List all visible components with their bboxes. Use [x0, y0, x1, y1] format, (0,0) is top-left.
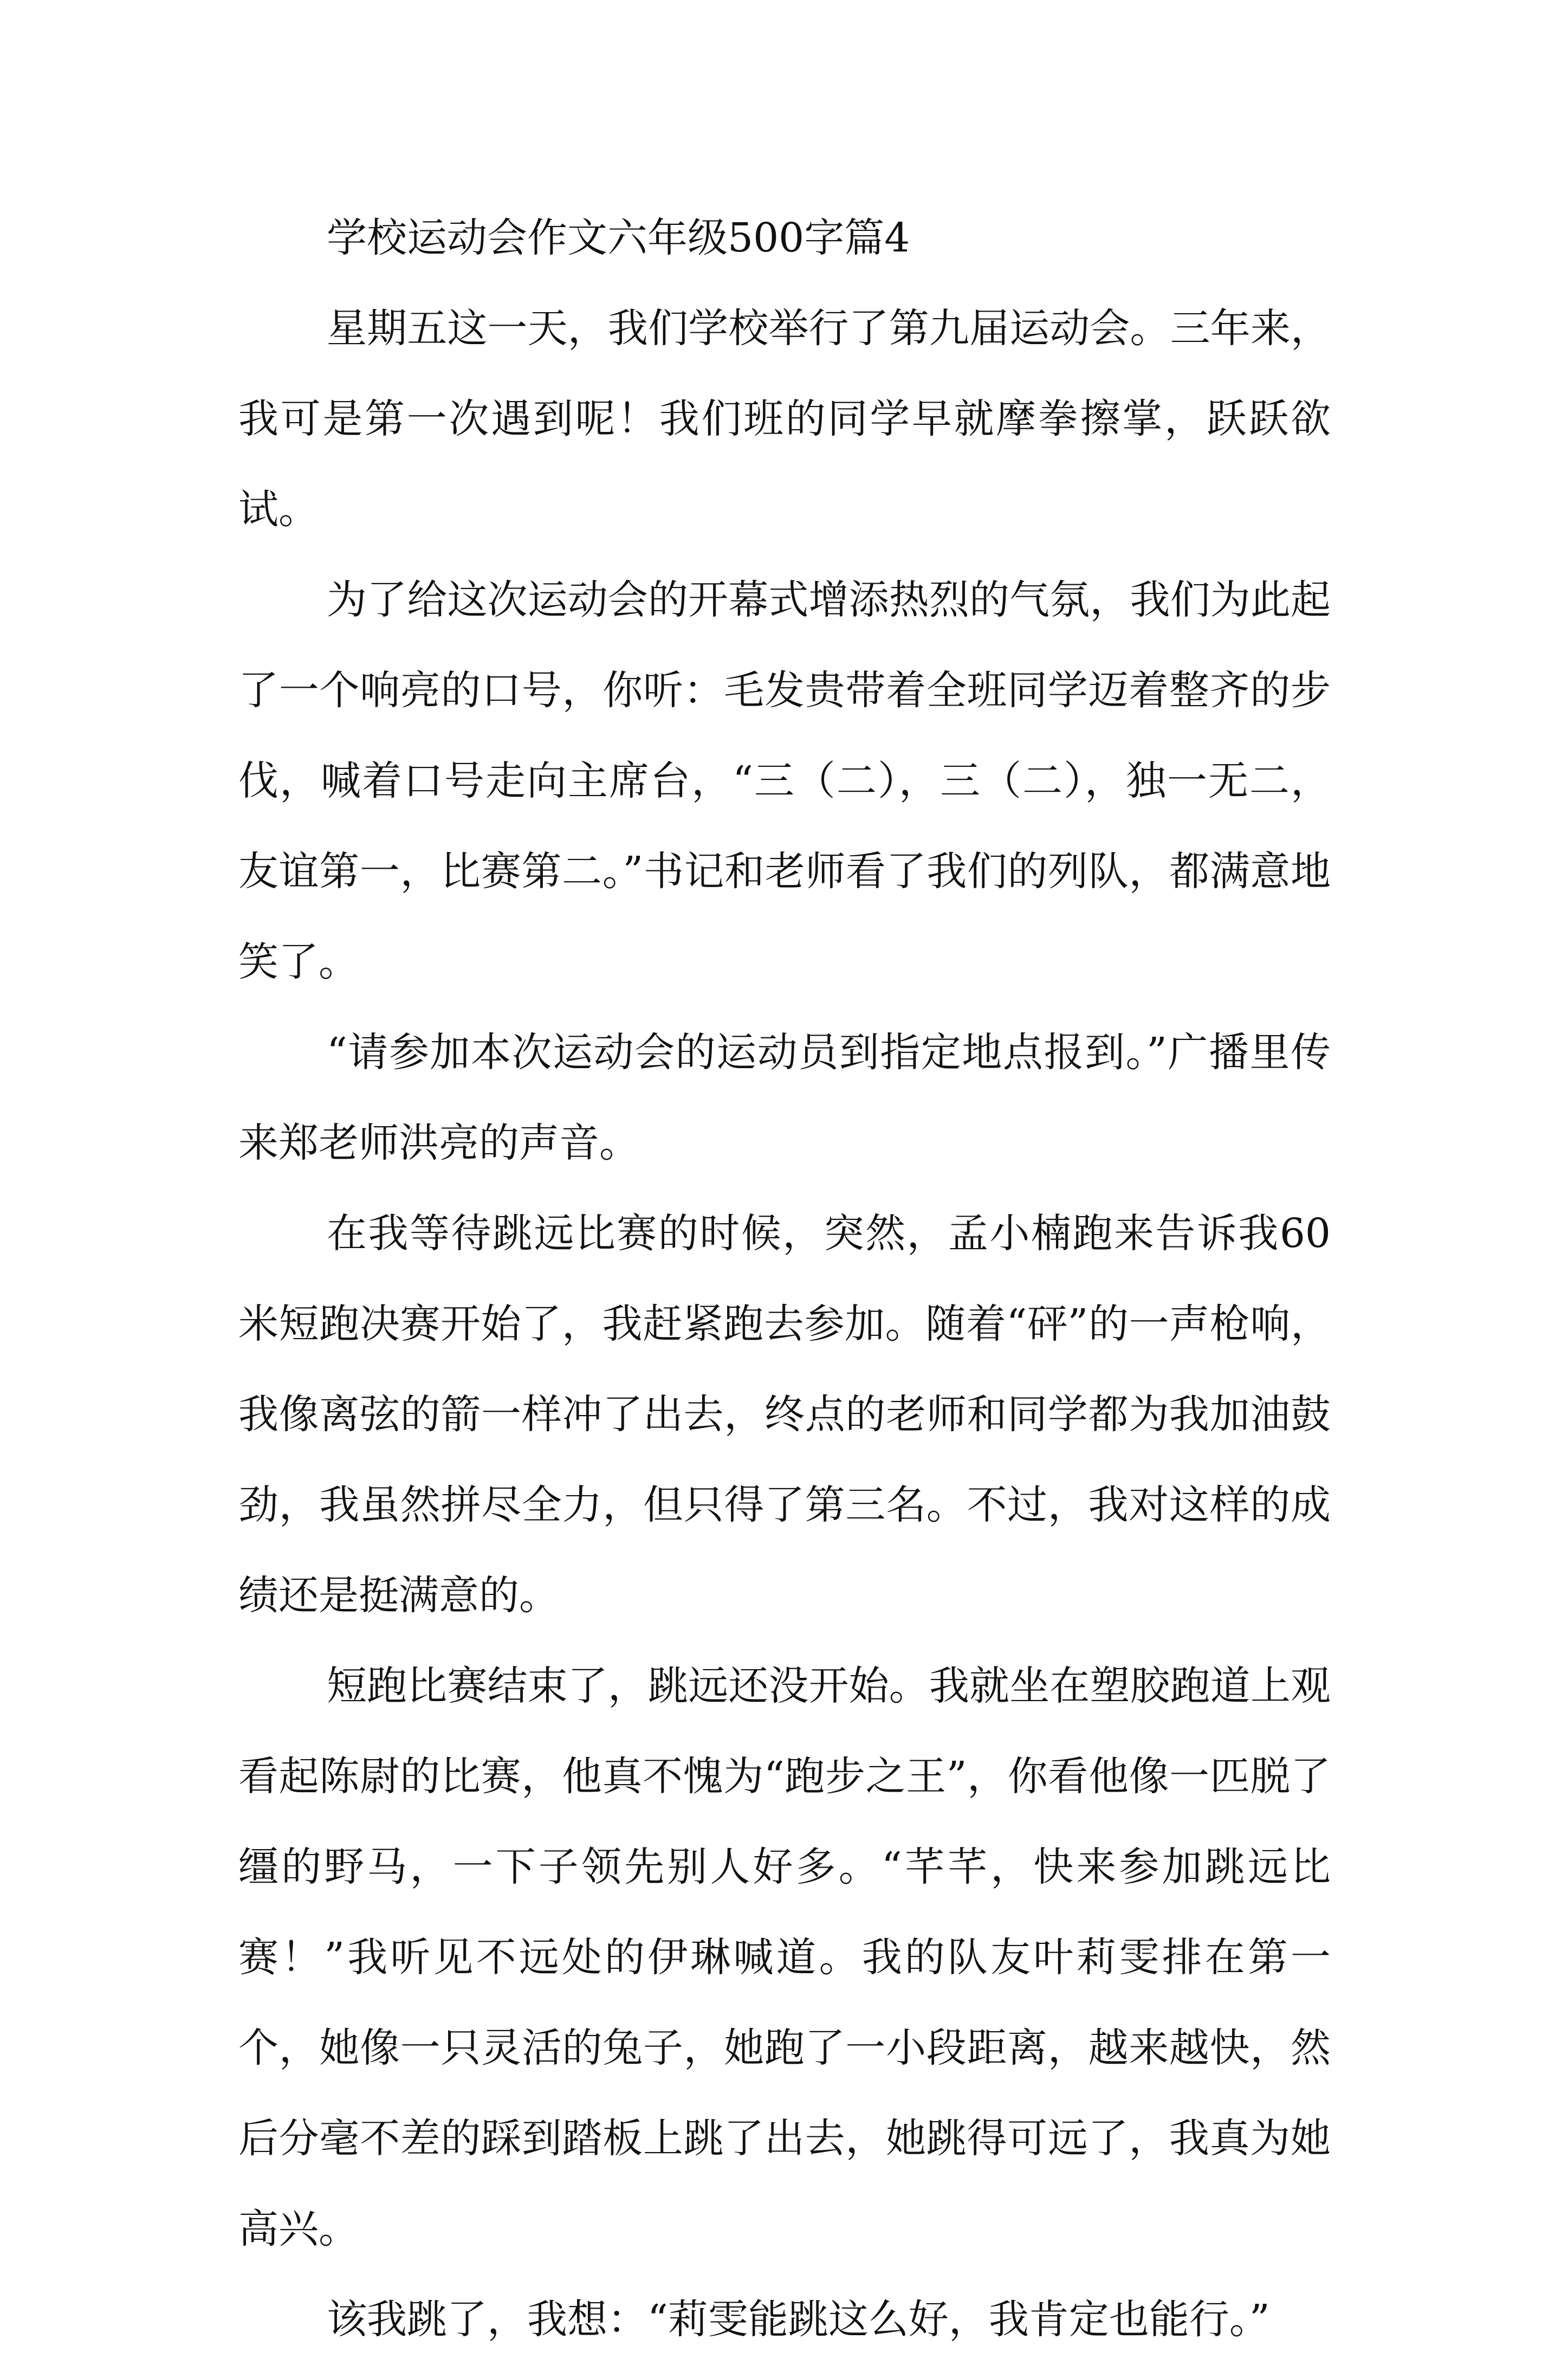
paragraph-5: 短跑比赛结束了，跳远还没开始。我就坐在塑胶跑道上观看起陈尉的比赛，他真不愧为“跑步之王”，你看他像一匹脱了缰的野马，一下子领先别人好多。“芊芊，快来参加跳远比赛！”我听见不远处的伊琳喊道。我的队友叶莉雯排在第一个，她像一只灵活的兔子，她跑了一小段距离，越来越快，然后分毫不差的踩到踏板上跳了出去，她跳得可远了，我真为她高兴。 [238, 1663, 1331, 2252]
document-page [238, 193, 1331, 2365]
paragraph-4: 在我等待跳远比赛的时候，突然，孟小楠跑来告诉我60米短跑决赛开始了，我赶紧跑去参加。随着“砰”的一声枪响，我像离弦的箭一样冲了出去，终点的老师和同学都为我加油鼓劲，我虽然拼尽全力，但只得了第三名。不过，我对这样的成绩还是挺满意的。 [238, 1210, 1331, 1619]
paragraph-1: 星期五这一天，我们学校举行了第九届运动会。三年来，我可是第一次遇到呢！我们班的同学早就摩拳擦掌，跃跃欲试。 [238, 305, 1331, 533]
paragraph-2: 为了给这次运动会的开幕式增添热烈的气氛，我们为此起了一个响亮的口号，你听：毛发贵带着全班同学迈着整齐的步伐，喊着口号走向主席台，“三（二），三（二），独一无二，友谊第一，比赛第二。”书记和老师看了我们的列队，都满意地笑了。 [238, 577, 1331, 985]
document-title: 学校运动会作文六年级500字篇4 [327, 215, 910, 261]
paragraph-6: 该我跳了，我想：“莉雯能跳这么好，我肯定也能行。” [327, 2296, 1270, 2343]
paragraph-3: “请参加本次运动会的运动员到指定地点报到。”广播里传来郑老师洪亮的声音。 [238, 1029, 1331, 1166]
